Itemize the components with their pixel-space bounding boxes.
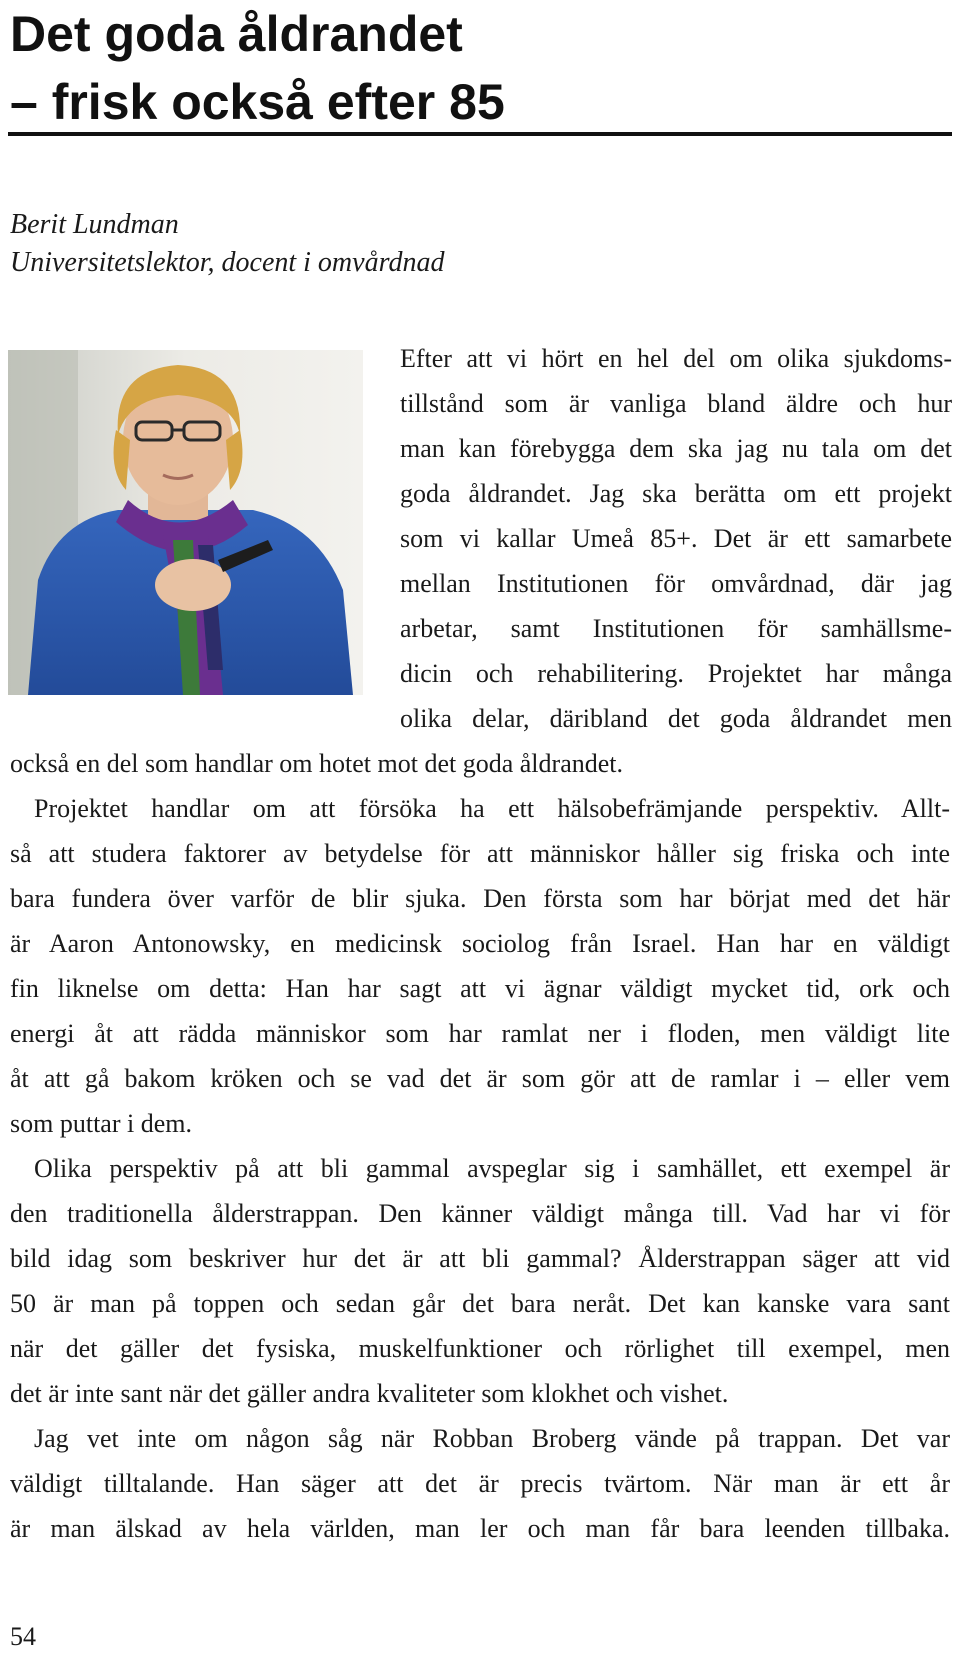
body-line: goda åldrandet. Jag ska berätta om ett projekt [400,479,952,508]
article-title [10,0,505,136]
paragraph-3-line: det är inte sant när det gäller andra kvaliteter som klokhet och vishet. [10,1379,729,1408]
body-line: olika delar, däribland det goda åldrandet men [400,704,952,733]
body-line: mellan Institutionen för omvårdnad, där jag [400,569,952,598]
paragraph-3-line: bild idag som beskriver hur det är att bli gammal? Ålderstrappan säger att vid [10,1244,950,1273]
paragraph-4-line: väldigt tilltalande. Han säger att det är precis tvärtom. När man är ett år [10,1469,950,1498]
paragraph-2-line: som puttar i dem. [10,1109,192,1138]
title-divider [8,132,952,136]
text-beside-photo [400,336,952,741]
author-name: Berit Lundman [10,209,179,240]
paragraph-2-line: bara fundera över varför de blir sjuka. Den första som har börjat med det här [10,884,950,913]
article-body [10,336,950,1551]
paragraph-2-line: är Aaron Antonowsky, en medicinsk sociolog från Israel. Han har en väldigt [10,929,950,958]
paragraph-3-line: 50 är man på toppen och sedan går det bara neråt. Det kan kanske vara sant [10,1289,950,1318]
body-line: som vi kallar Umeå 85+. Det är ett samarbete [400,524,952,553]
body-line: man kan förebygga dem ska jag nu tala om det [400,434,952,463]
body-line: Efter att vi hört en hel del om olika sjukdoms- [400,344,952,373]
author-role: Universitetslektor, docent i omvårdnad [10,247,445,278]
author-block [10,206,444,282]
paragraph-4-line: är man älskad av hela världen, man ler och man får bara leenden tillbaka. [10,1514,950,1543]
body-line: tillstånd som är vanliga bland äldre och hur [400,389,952,418]
paragraph-3-line: när det gäller det fysiska, muskelfunktioner och rörlighet till exempel, men [10,1334,950,1363]
body-line: arbetar, samt Institutionen för samhällsme- [400,614,952,643]
paragraph-2-line: så att studera faktorer av betydelse för att människor håller sig friska och inte [10,839,950,868]
paragraph-2-line: energi åt att rädda människor som har ramlat ner i floden, men väldigt lite [10,1019,950,1048]
paragraph-3-line: Olika perspektiv på att bli gammal avspeglar sig i samhället, ett exempel är [34,1154,950,1183]
body-line: också en del som handlar om hotet mot det goda åldrandet. [10,749,623,778]
paragraph-2-line: fin liknelse om detta: Han har sagt att vi ägnar väldigt mycket tid, ork och [10,974,950,1003]
paragraph-2-line: åt att gå bakom kröken och se vad det är som gör att de ramlar i – eller vem [10,1064,950,1093]
title-line-1: Det goda åldrandet [10,6,463,62]
page-number: 54 [10,1622,36,1651]
paragraph-2-line: Projektet handlar om att försöka ha ett hälsobefrämjande perspektiv. Allt- [34,794,950,823]
body-line: dicin och rehabilitering. Projektet har många [400,659,952,688]
paragraph-3-line: den traditionella ålderstrappan. Den känner väldigt många till. Vad har vi för [10,1199,950,1228]
title-line-2: – frisk också efter 85 [10,74,505,130]
paragraph-4-line: Jag vet inte om någon såg när Robban Broberg vände på trappan. Det var [34,1424,950,1453]
